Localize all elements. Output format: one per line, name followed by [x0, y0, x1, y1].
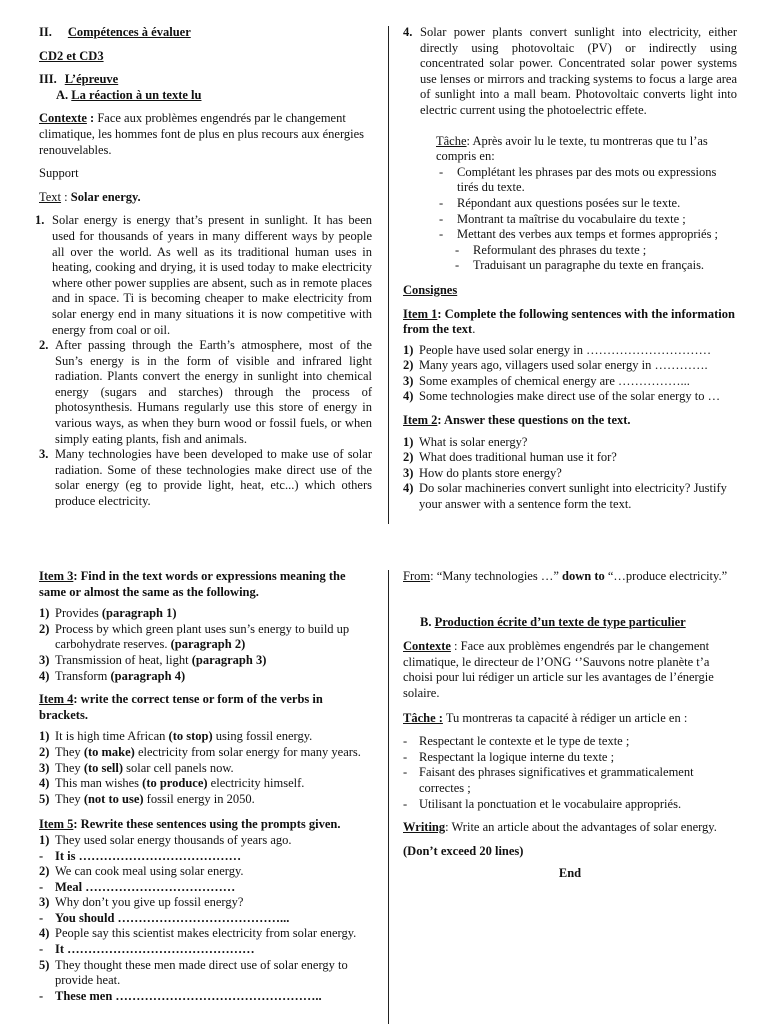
item-5-line: 2) We can cook meal using solar energy.	[39, 864, 244, 879]
cd-label: CD2 et CD3	[39, 48, 104, 63]
item-5-line: 3) Why don’t you give up fossil energy?	[39, 895, 244, 910]
tache-2-item: - Faisant des phrases significatives et grammaticalement correctes ;	[403, 765, 694, 795]
column-divider-top	[388, 26, 389, 524]
section-ii-heading: II. Compétences à évaluer	[39, 25, 191, 39]
item-1-line: 1) People have used solar energy in …………………………	[403, 342, 712, 357]
item-5-prompt: - These men …………………………………………..	[39, 988, 322, 1003]
item-5-line: 5) They thought these men made direct use of solar energy to provide heat.	[39, 957, 348, 988]
item-4-list	[39, 729, 372, 807]
item-5-line: 4) People say this scientist makes electricity from solar energy.	[39, 926, 357, 941]
contexte-2: Contexte : Face aux problèmes engendrés par le changement climatique, le directeur de l’ONG ‘’Sauvons notre planète t’a choisi pour lui rédiger un article sur les avantages de l’énergie solaire.	[403, 639, 714, 700]
tache-1	[403, 134, 737, 274]
item-2-line: 4) Do solar machineries convert sunlight into electricity? Justify your answer with a sentence form the text.	[403, 481, 727, 512]
paragraph-3: 3. Many technologies have been developed to make use of solar radiation. Some of these technologies make direct use of the solar energy (eg to provide light, heat, etc...) which others produce electricity.	[39, 447, 372, 509]
item-3-line: 2) Process by which green plant uses sun’s energy to build up carbohydrate reserves. (paragraph 2)	[39, 621, 350, 652]
consignes-heading: Consignes	[403, 282, 458, 297]
tache-2-item: - Respectant le contexte et le type de texte ;	[403, 734, 630, 749]
item-4-line: 4) This man wishes (to produce) electricity himself.	[39, 776, 305, 791]
item-3-list	[39, 606, 372, 684]
item-1-line: 3) Some examples of chemical energy are ……………...	[403, 373, 690, 388]
item-5-prompt: - It is …………………………………	[39, 848, 242, 863]
paragraph-4: 4. Solar power plants convert sunlight into electricity, either directly using photovoltaic (PV) or indirectly using concentrated solar power. Concentrated solar power systems use lenses or mirrors and tracking systems to focus a large area of sunlight into a mall beam. Photovoltaic converts light into electric current using the photoelectric effete.	[403, 25, 737, 117]
item-4-line: 1) It is high time African (to stop) using fossil energy.	[39, 729, 313, 744]
item-1-heading: Item 1: Complete the following sentences with the information from the text.	[403, 306, 735, 337]
contexte-1: Contexte : Face aux problèmes engendrés par le changement climatique, les hommes font de plus en plus recours aux énergies renouvelables.	[39, 111, 365, 157]
item-4-line: 2) They (to make) electricity from solar energy for many years.	[39, 744, 361, 759]
writing-task: Writing: Write an article about the advantages of solar energy.	[403, 820, 717, 835]
item-2-line: 2) What does traditional human use it for?	[403, 450, 617, 465]
item-2-list	[403, 435, 737, 513]
bottom-right-column	[403, 569, 737, 882]
item-5-list	[39, 833, 372, 1005]
tache-2-item: - Respectant la logique interne du texte ;	[403, 749, 615, 764]
item-5-prompt: - It ………………………………………	[39, 942, 255, 957]
text-heading: Text : Solar energy.	[39, 189, 141, 204]
bottom-left-column	[39, 569, 372, 1004]
item-3-line: 4) Transform (paragraph 4)	[39, 668, 186, 683]
tache-1-intro: Tâche: Après avoir lu le texte, tu montreras que tu l’as compris en:	[436, 133, 708, 164]
item-4-heading: Item 4: write the correct tense or form of the verbs in brackets.	[39, 692, 323, 722]
support-label: Support	[39, 166, 79, 181]
tache-1-item: - Mettant des verbes aux temps et formes appropriés ;	[439, 227, 719, 242]
tache-2-intro: Tâche : Tu montreras ta capacité à rédiger un article en :	[403, 710, 688, 725]
paragraph-2: 2. After passing through the Earth’s atmosphere, most of the Sun’s energy is in the form of visible and infrared light radiation. Plants convert the energy in sunlight into chemical energy (sugars and starches) through the process of photosynthesis. Humans regularly use this store of energy in various ways, as when they burn wood or fossil fuels, or when simply eating plants, fish and animals.	[39, 338, 372, 446]
item-1-line: 4) Some technologies make direct use of the solar energy to …	[403, 389, 721, 404]
item-5-heading: Item 5: Rewrite these sentences using the prompts given.	[39, 817, 341, 832]
top-left-column	[35, 25, 372, 510]
item-1-list	[403, 343, 737, 405]
tache-1-item: - Montrant ta maîtrise du vocabulaire du texte ;	[439, 211, 686, 226]
part-b-heading: B. Production écrite d’un texte de type particulier	[420, 614, 686, 629]
item-5-line: 1) They used solar energy thousands of years ago.	[39, 832, 292, 847]
translation-instruction: From: “Many technologies …” down to “…produce electricity.”	[403, 569, 728, 583]
section-iii-heading: III. L’épreuve	[39, 72, 119, 87]
tache-1-item: - Complétant les phrases par des mots ou expressions tirés du texte.	[439, 164, 717, 195]
tache-2-item: - Utilisant la ponctuation et le vocabulaire appropriés.	[403, 796, 682, 811]
tache-1-item: - Répondant aux questions posées sur le texte.	[439, 195, 681, 210]
tache-2-list	[403, 734, 737, 812]
item-1-line: 2) Many years ago, villagers used solar energy in ………….	[403, 358, 708, 373]
end-marker: End	[558, 866, 582, 881]
item-5-prompt: - You should …………………………………...	[39, 910, 290, 925]
top-right-column	[403, 25, 737, 513]
item-2-heading: Item 2: Answer these questions on the text.	[403, 413, 631, 428]
part-a-heading: A. La réaction à un texte lu	[56, 87, 202, 102]
item-3-line: 1) Provides (paragraph 1)	[39, 606, 177, 621]
item-4-line: 3) They (to sell) solar cell panels now.	[39, 760, 234, 775]
tache-1-subitem: - Traduisant un paragraphe du texte en français.	[455, 258, 705, 273]
item-3-line: 3) Transmission of heat, light (paragraph 3)	[39, 652, 267, 667]
item-3-heading: Item 3: Find in the text words or expressions meaning the same or almost the same as the following.	[39, 569, 346, 599]
tache-1-subitem: - Reformulant des phrases du texte ;	[455, 242, 647, 257]
column-divider-bottom	[388, 570, 389, 1024]
paragraph-1: 1. Solar energy is energy that’s present in sunlight. It has been used for thousands of years in many different ways by people all over the world. As well as its traditional human uses in heating, cooking and drying, it is used today to make electricity where other power supplies are absent, such as in remote places and in space. Ti is becoming cheaper to make electricity from solar energy end in many situations it is now competitive with energy from coal or oil.	[35, 213, 372, 337]
item-4-line: 5) They (not to use) fossil energy in 2050.	[39, 791, 255, 806]
item-2-line: 1) What is solar energy?	[403, 434, 528, 449]
item-5-prompt: - Meal ………………………………	[39, 879, 236, 894]
paragraph-list	[35, 213, 372, 509]
line-limit-note: (Don’t exceed 20 lines)	[403, 843, 524, 858]
item-2-line: 3) How do plants store energy?	[403, 465, 562, 480]
